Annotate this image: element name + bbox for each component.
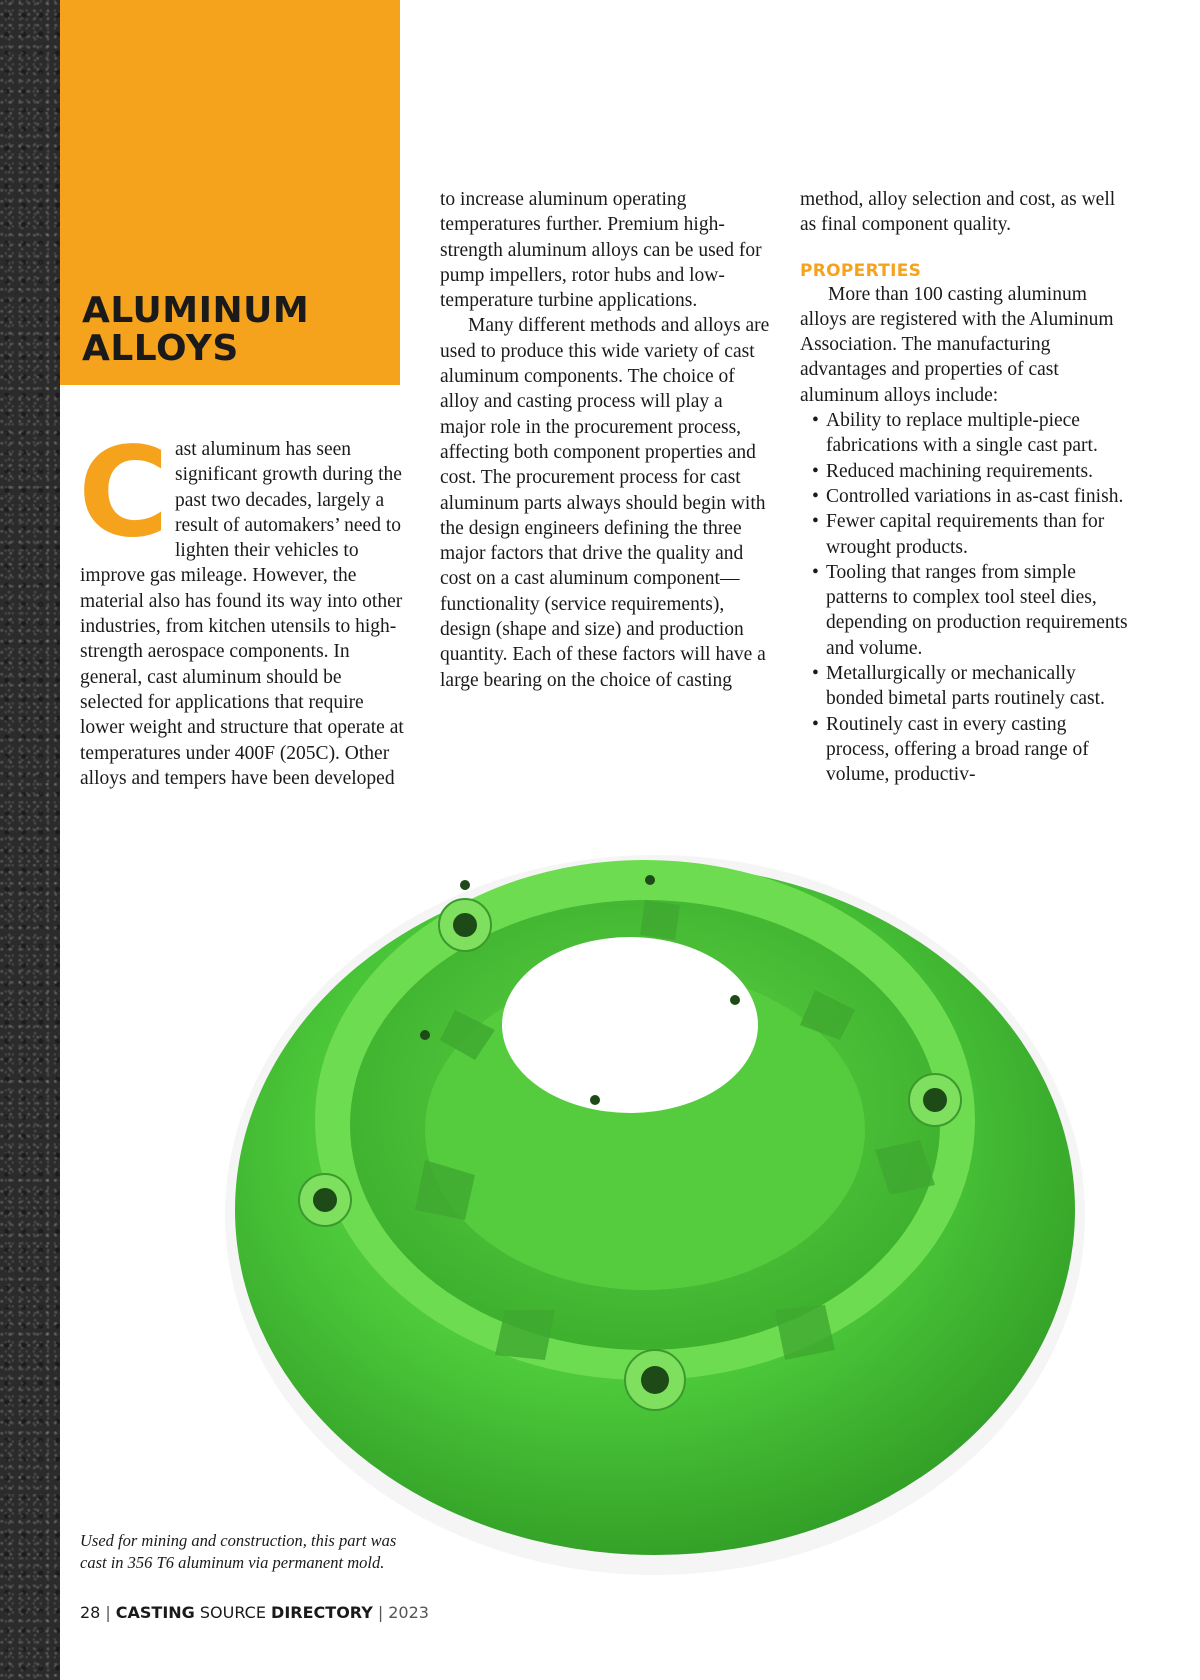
paragraph: method, alloy selection and cost, as well as final component quality. xyxy=(800,189,1116,236)
list-item: • Metallurgically or mechanically bonded bimetal parts routinely cast. xyxy=(812,661,1130,712)
photo-caption: Used for mining and construction, this part was cast in 356 T6 aluminum via permanent mold. xyxy=(80,1531,397,1572)
column-2 xyxy=(440,187,770,693)
page-footer xyxy=(80,1603,429,1622)
publication-name-source: SOURCE xyxy=(199,1603,266,1622)
paragraph: to increase aluminum operating temperatures further. Premium high-strength aluminum alloys can be used for pump impellers, rotor hubs and low-temperature turbine applications. xyxy=(440,189,762,312)
list-item: • Reduced machining requirements. xyxy=(812,459,1130,484)
list-item: • Tooling that ranges from simple patterns to complex tool steel dies, depending on production requirements and volume. xyxy=(812,560,1130,661)
list-item: • Controlled variations in as-cast finish. xyxy=(812,484,1130,509)
publication-year: 2023 xyxy=(388,1603,429,1622)
properties-list xyxy=(812,408,1130,787)
footer-separator: | xyxy=(105,1603,111,1622)
title-line-1: ALUMINUM xyxy=(82,290,310,331)
section-heading-properties: PROPERTIES xyxy=(800,260,922,281)
publication-name-casting: CASTING xyxy=(115,1603,195,1622)
paragraph: More than 100 casting aluminum alloys are registered with the Aluminum Association. The manufacturing advantages and properties of cast aluminum alloys include: xyxy=(800,283,1114,406)
list-item: • Fewer capital requirements than for wrought products. xyxy=(812,509,1130,560)
green-aluminum-casting-photo xyxy=(175,790,1135,1590)
footer-separator: | xyxy=(377,1603,384,1622)
paragraph: Many different methods and alloys are used to produce this wide variety of cast aluminum components. The choice of alloy and casting process will play a major role in the procurement process, affecting both component properties and cost. The procurement process for cast aluminum parts always should begin with the design engineers defining the three major factors that drive the quality and cost on a cast aluminum component—functionality (service requirements), design (shape and size) and production quantity. Each of these factors will have a large bearing on the choice of casting xyxy=(440,315,770,691)
column-3 xyxy=(800,187,1130,788)
page-number: 28 xyxy=(80,1603,101,1622)
title-block xyxy=(60,0,400,385)
list-item: • Ability to replace multiple-piece fabrications with a single cast part. xyxy=(812,408,1130,459)
column-1 xyxy=(78,421,405,791)
textured-page-edge xyxy=(0,0,60,1680)
list-item: • Routinely cast in every casting process, offering a broad range of volume, productiv- xyxy=(812,712,1130,788)
drop-cap: C xyxy=(78,421,170,565)
page-title xyxy=(82,292,309,368)
title-line-2: ALLOYS xyxy=(82,328,239,369)
publication-name-directory: DIRECTORY xyxy=(271,1603,373,1622)
intro-paragraph: ast aluminum has seen significant growth during the past two decades, largely a result of automakers’ need to lighten their vehicles to improve gas mileage. However, the material also has found its way into other industries, from kitchen utensils to high-strength aerospace components. In general, cast aluminum should be selected for applications that require lower weight and structure that operate at temperatures under 400F (205C). Other alloys and tempers have been developed xyxy=(80,439,404,789)
